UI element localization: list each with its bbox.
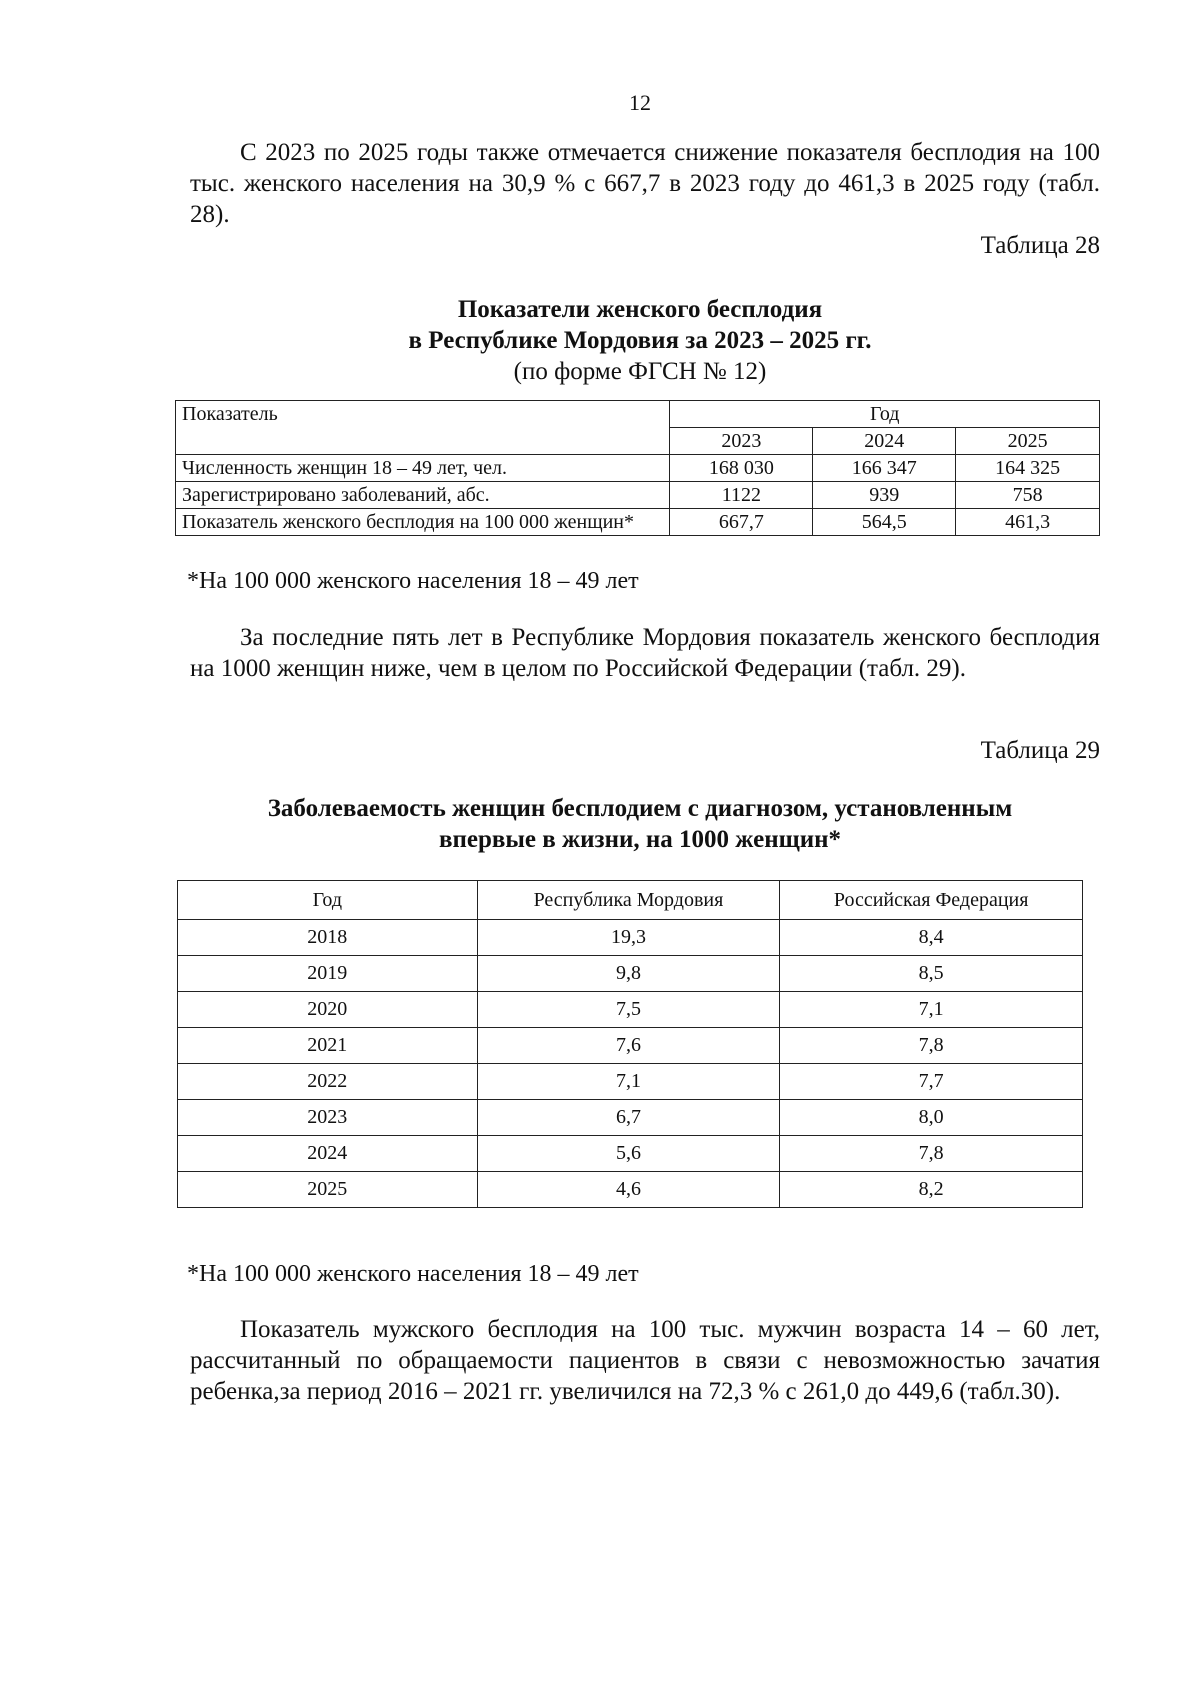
cell-mordovia: 5,6: [477, 1136, 780, 1172]
cell-year: 2023: [178, 1100, 478, 1136]
table-28-title-line1: Показатели женского бесплодия: [457, 296, 823, 323]
paragraph-infertility-decline: [190, 137, 1100, 230]
page-number: 12: [629, 90, 651, 115]
row-label: Показатель женского бесплодия на 100 000 женщин*: [176, 509, 670, 536]
table-29-footnote: *На 100 000 женского населения 18 – 49 лет: [187, 1261, 639, 1287]
header-indicator: Показатель: [176, 401, 670, 455]
cell-mordovia: 7,1: [477, 1064, 780, 1100]
table-row: [176, 482, 1100, 509]
cell-value: 758: [956, 482, 1100, 509]
cell-year: 2025: [178, 1172, 478, 1208]
table-28-title-line3: (по форме ФГСН № 12): [513, 358, 767, 385]
paragraph-text: За последние пять лет в Республике Мордовия показатель женского бесплодия на 1000 женщин ниже, чем в целом по Российской Федерации (табл. 29).: [190, 624, 1100, 682]
paragraph-male-infertility: [190, 1314, 1100, 1407]
cell-year: 2024: [178, 1136, 478, 1172]
cell-value: 168 030: [670, 455, 813, 482]
table-28: [175, 400, 1100, 536]
header-year-2025: 2025: [956, 428, 1100, 455]
cell-mordovia: 4,6: [477, 1172, 780, 1208]
cell-year: 2022: [178, 1064, 478, 1100]
row-label: Численность женщин 18 – 49 лет, чел.: [176, 455, 670, 482]
paragraph-comparison: [190, 622, 1100, 684]
table-row: [176, 509, 1100, 536]
cell-russia: 8,5: [780, 956, 1083, 992]
cell-year: 2020: [178, 992, 478, 1028]
cell-russia: 7,7: [780, 1064, 1083, 1100]
table-row: [178, 1100, 1083, 1136]
table-28-footnote: *На 100 000 женского населения 18 – 49 лет: [187, 568, 639, 594]
table-row: [178, 1064, 1083, 1100]
table-28-caption: Таблица 28: [980, 232, 1100, 259]
table-row: [178, 992, 1083, 1028]
cell-mordovia: 7,6: [477, 1028, 780, 1064]
table-29-title-line2: впервые в жизни, на 1000 женщин*: [438, 826, 842, 853]
cell-value: 1122: [670, 482, 813, 509]
table-row: [178, 956, 1083, 992]
cell-russia: 8,2: [780, 1172, 1083, 1208]
paragraph-text: Показатель мужского бесплодия на 100 тыс. мужчин возраста 14 – 60 лет, рассчитанный по обращаемости пациентов в связи с невозможностью зачатия ребенка,за период 2016 – 2021 гг. увеличился на 72,3 % с 261,0 до 449,6 (табл.30).: [190, 1316, 1100, 1405]
cell-russia: 8,4: [780, 920, 1083, 956]
header-year-2024: 2024: [813, 428, 956, 455]
table-header-row: [178, 881, 1083, 920]
table-row: [178, 1136, 1083, 1172]
cell-value: 164 325: [956, 455, 1100, 482]
table-row: [178, 1028, 1083, 1064]
header-year: Год: [670, 401, 1100, 428]
cell-russia: 8,0: [780, 1100, 1083, 1136]
table-28-title: [0, 294, 1200, 387]
cell-year: 2021: [178, 1028, 478, 1064]
cell-mordovia: 19,3: [477, 920, 780, 956]
paragraph-text: С 2023 по 2025 годы также отмечается снижение показателя бесплодия на 100 тыс. женского населения на 30,9 % с 667,7 в 2023 году до 461,3 в 2025 году (табл. 28).: [190, 139, 1100, 228]
table-header-row: [176, 401, 1100, 428]
table-row: [178, 1172, 1083, 1208]
table-29: [177, 880, 1083, 1208]
table-28-title-line2: в Республике Мордовия за 2023 – 2025 гг.: [408, 327, 872, 354]
cell-mordovia: 6,7: [477, 1100, 780, 1136]
cell-year: 2019: [178, 956, 478, 992]
cell-value: 564,5: [813, 509, 956, 536]
cell-value: 461,3: [956, 509, 1100, 536]
cell-russia: 7,8: [780, 1136, 1083, 1172]
header-mordovia: Республика Мордовия: [477, 881, 780, 920]
cell-mordovia: 7,5: [477, 992, 780, 1028]
header-year-2023: 2023: [670, 428, 813, 455]
header-russia: Российская Федерация: [780, 881, 1083, 920]
cell-value: 939: [813, 482, 956, 509]
row-label: Зарегистрировано заболеваний, абс.: [176, 482, 670, 509]
table-29-title-line1: Заболеваемость женщин бесплодием с диагнозом, установленным: [267, 795, 1013, 822]
cell-value: 166 347: [813, 455, 956, 482]
table-row: [178, 920, 1083, 956]
table-29-caption: Таблица 29: [980, 737, 1100, 764]
cell-russia: 7,8: [780, 1028, 1083, 1064]
table-29-title: [0, 793, 1200, 855]
table-row: [176, 455, 1100, 482]
header-year: Год: [178, 881, 478, 920]
cell-russia: 7,1: [780, 992, 1083, 1028]
cell-mordovia: 9,8: [477, 956, 780, 992]
cell-value: 667,7: [670, 509, 813, 536]
cell-year: 2018: [178, 920, 478, 956]
